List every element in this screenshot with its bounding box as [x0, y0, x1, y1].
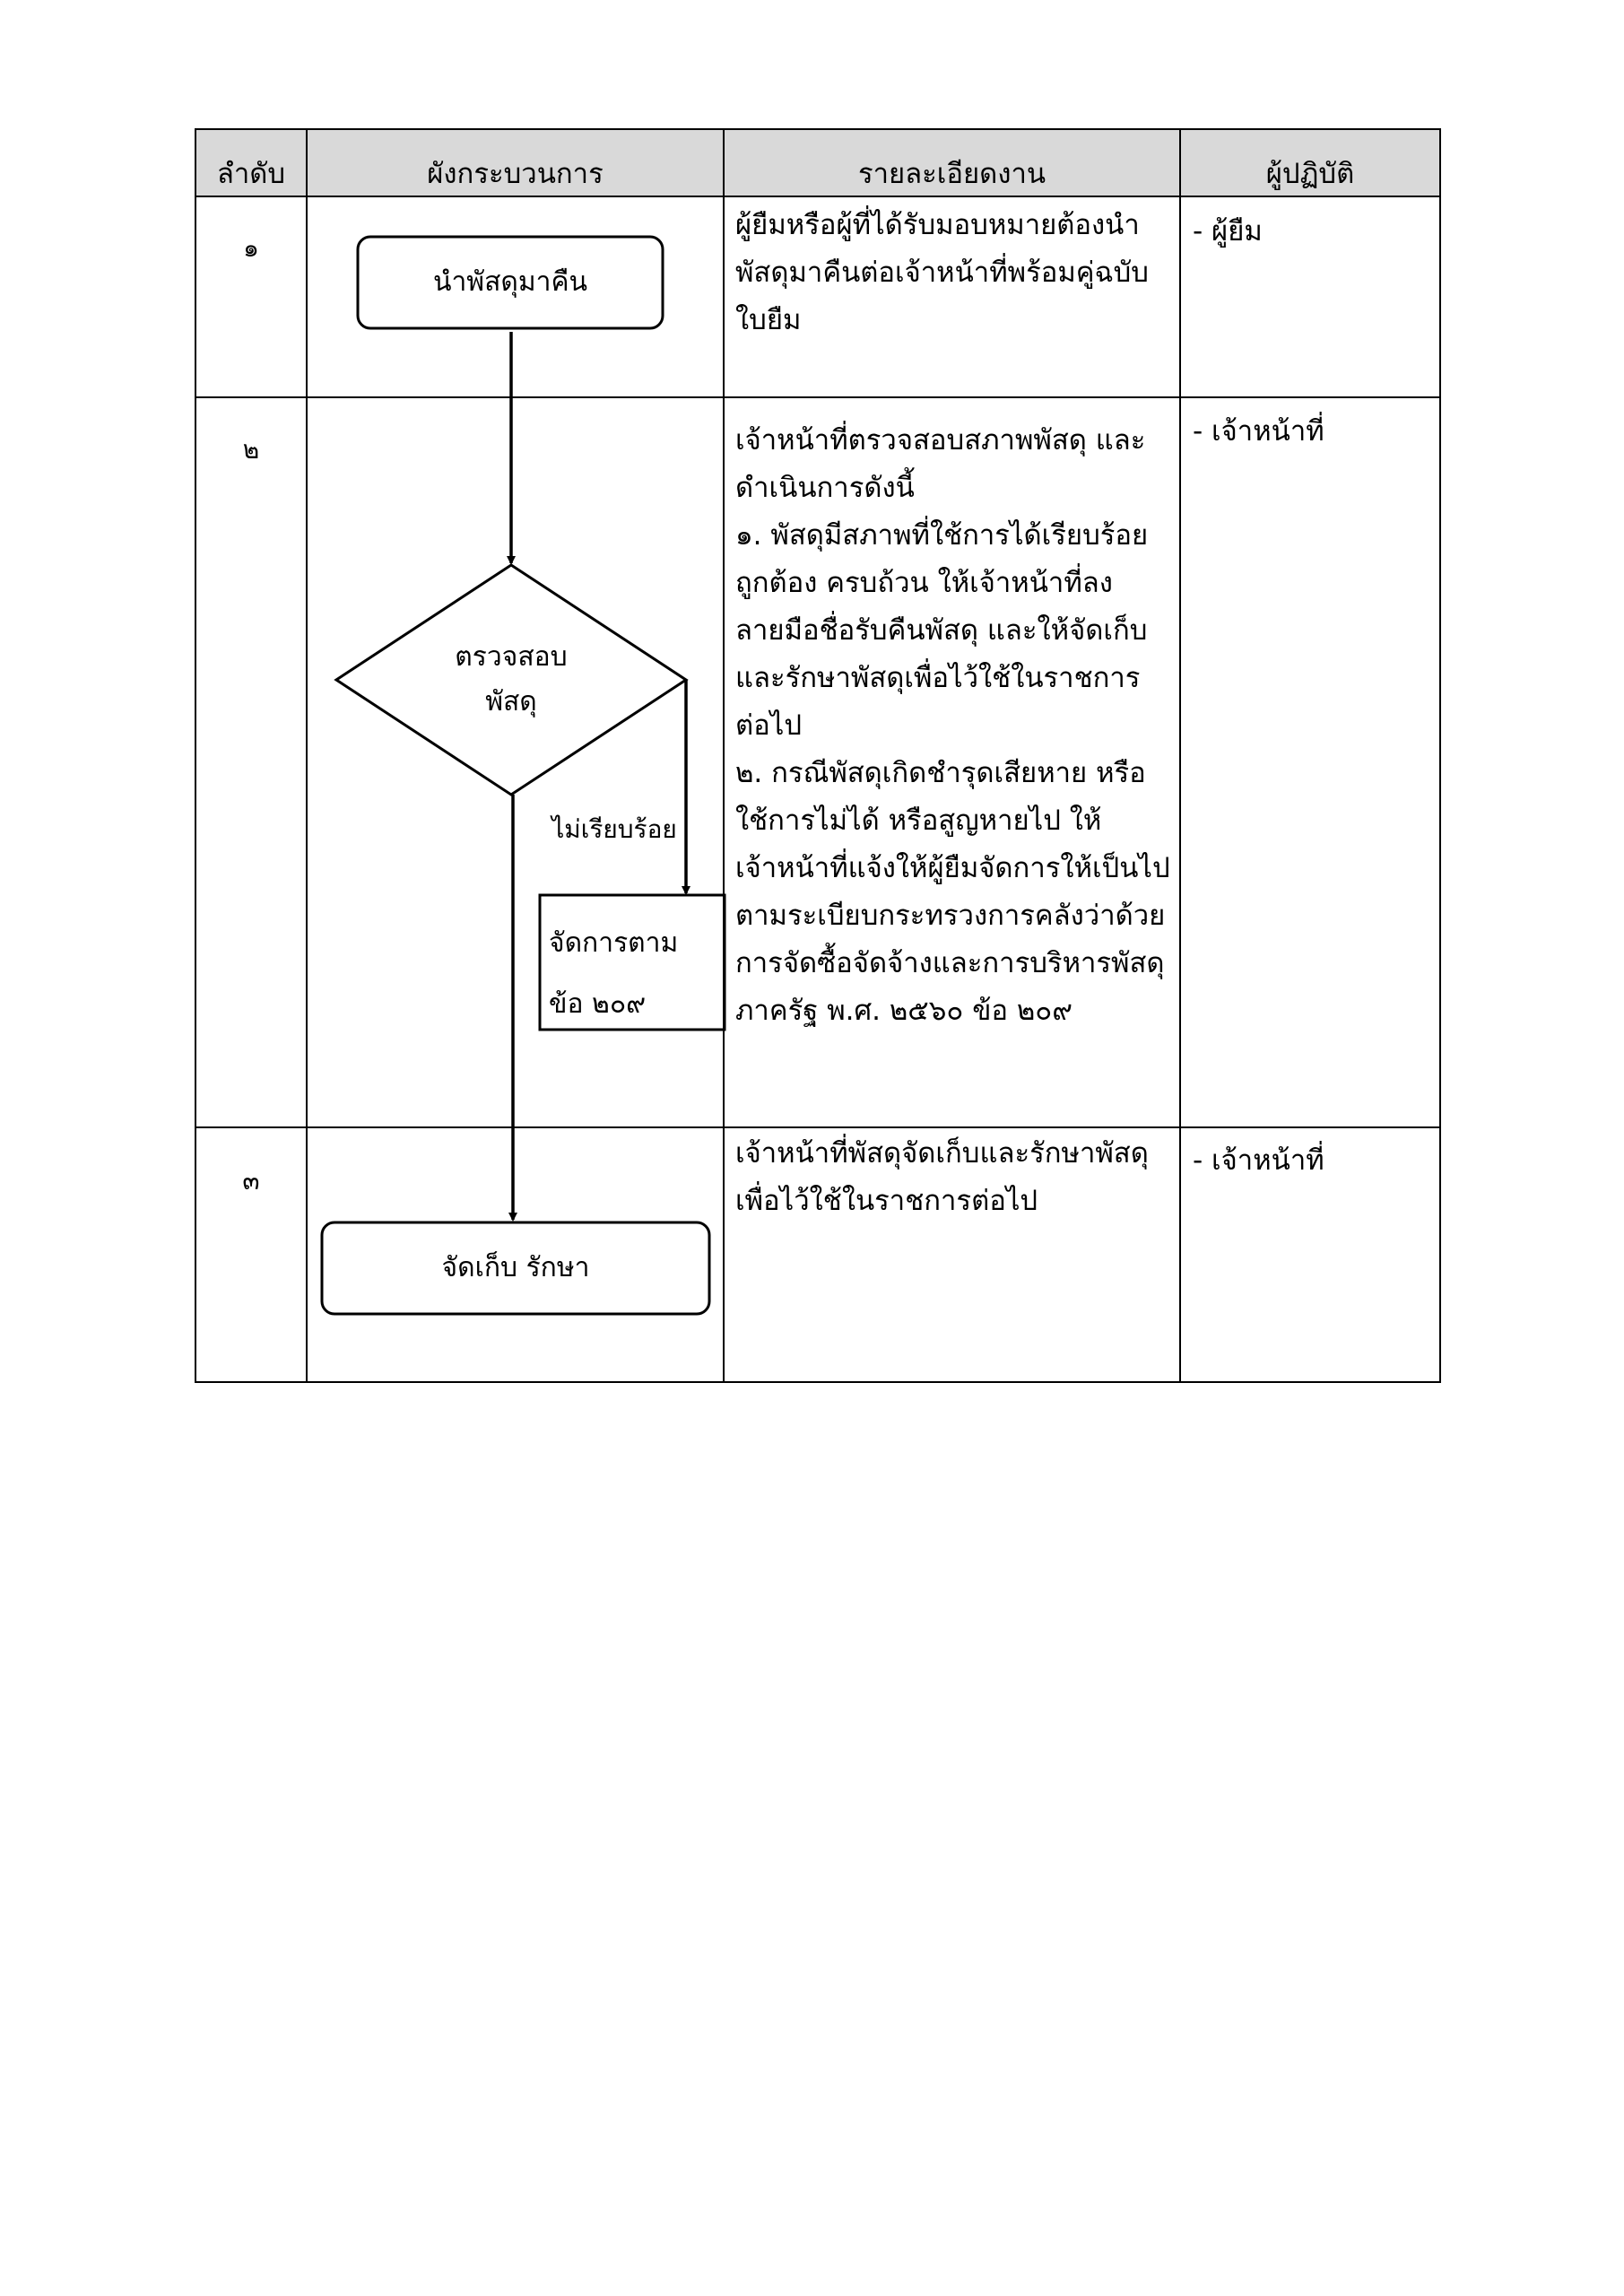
- end-node-label: จัดเก็บ รักษา: [441, 1252, 590, 1283]
- row-3-performer: - เจ้าหน้าที่: [1193, 1144, 1324, 1177]
- header-performer: ผู้ปฏิบัติ: [1265, 158, 1355, 190]
- header-seq: ลำดับ: [216, 158, 286, 190]
- row-2-performer: - เจ้าหน้าที่: [1193, 415, 1324, 448]
- row-3-detail: เจ้าหน้าที่พัสดุจัดเก็บและรักษาพัสดุ เพื่อไว้ใช้ในราชการต่อไป: [735, 1137, 1149, 1217]
- row-1-number: ๑: [243, 233, 259, 263]
- decision-node-label: ตรวจสอบ พัสดุ: [455, 641, 568, 718]
- row-3-number: ๓: [242, 1166, 260, 1196]
- header-details: รายละเอียดงาน: [857, 158, 1046, 190]
- row-2-number: ๒: [242, 435, 260, 465]
- row-1-detail: ผู้ยืมหรือผู้ที่ได้รับมอบหมายต้องนำ พัสดุมาคืนต่อเจ้าหน้าที่พร้อมคู่ฉบับ ใบยืม: [735, 209, 1149, 336]
- header-flowchart: ผังกระบวนการ: [427, 158, 604, 190]
- exception-node-label: จัดการตาม ข้อ ๒๐๙: [549, 927, 679, 1020]
- branch-label: ไม่เรียบร้อย: [551, 814, 677, 844]
- start-node-label: นำพัสดุมาคืน: [432, 266, 588, 298]
- row-1-performer: - ผู้ยืม: [1193, 215, 1263, 248]
- row-2-detail: เจ้าหน้าที่ตรวจสอบสภาพพัสดุ และ ดำเนินการดังนี้ ๑. พัสดุมีสภาพที่ใช้การได้เรียบร้อย ถูกต้อง ครบถ้วน ให้เจ้าหน้าที่ลง ลายมือชื่อรับคืนพัสดุ และให้จัดเก็บ และรักษาพัสดุเพื่อไว้ใช้ในราชการ ต่อไป ๒. กรณีพัสดุเกิดชำรุดเสียหาย หรือ ใช้การไม่ได้ หรือสูญหายไป ให้ เจ้าหน้าที่แจ้งให้ผู้ยืมจัดการให้เป็นไป ตามระเบียบกระทรวงการคลังว่าด้วย การจัดซื้อจัดจ้างและการบริหารพัสดุ ภาครัฐ พ.ศ. ๒๕๖๐ ข้อ ๒๐๙: [735, 424, 1170, 1027]
